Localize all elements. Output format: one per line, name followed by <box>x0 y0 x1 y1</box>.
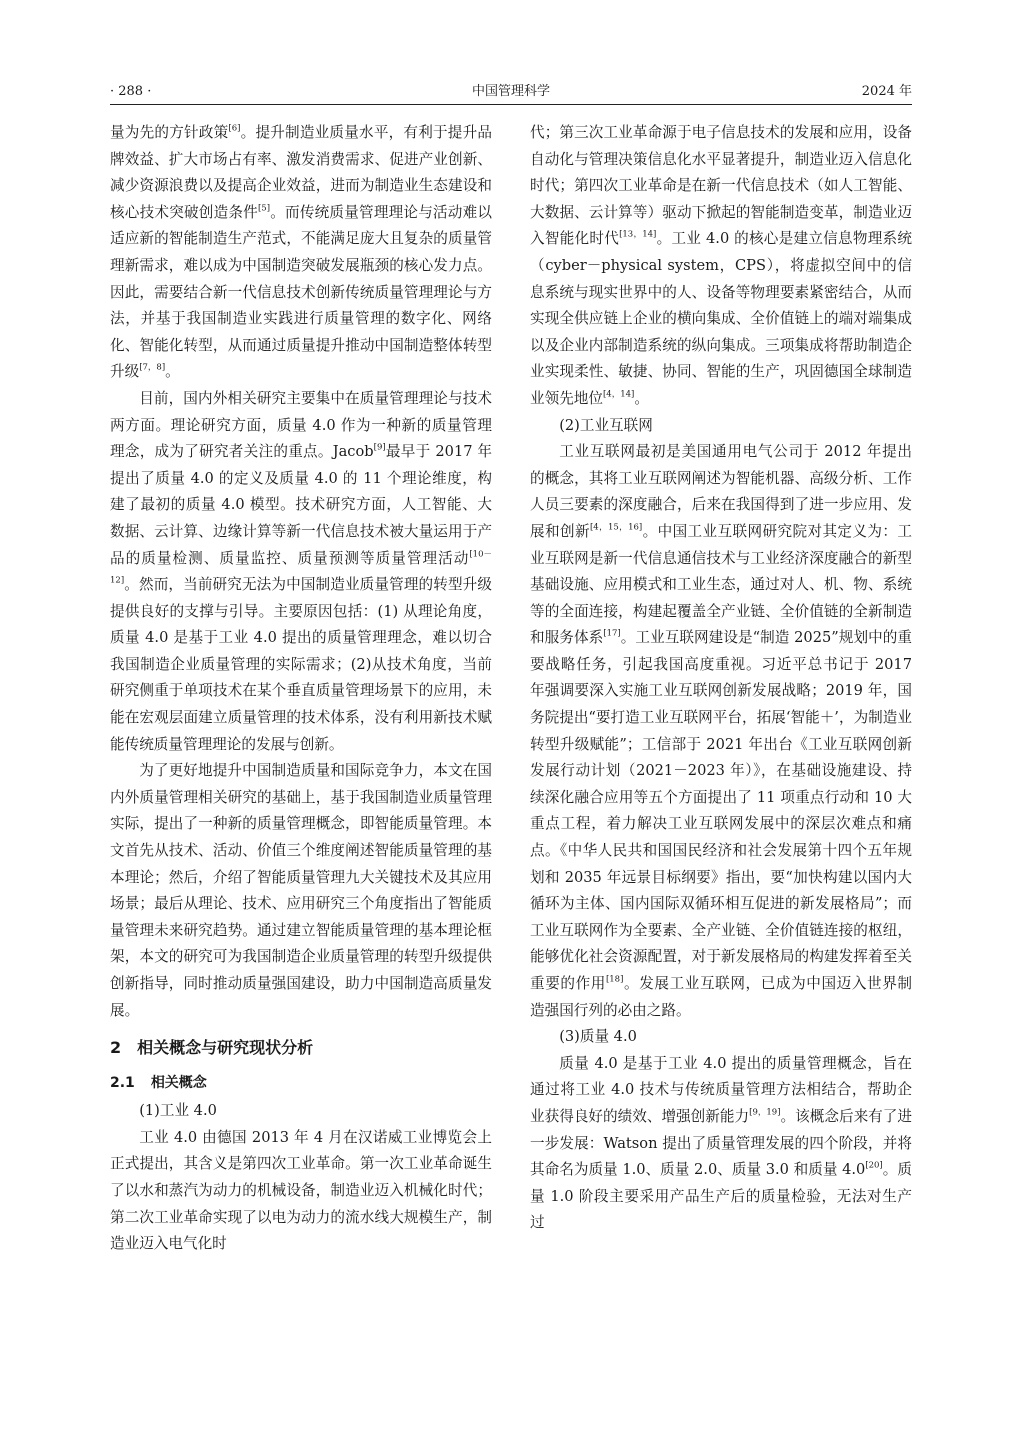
text-run: 。而传统质量管理理论与活动难以适应新的智能制造生产范式，不能满足庞大且复杂的质量管理新需求，难以成为中国制造突破发展瓶颈的核心发力点。因此，需要结合新一代信息技术创新传统质量管理理论与方法，并基于我国制造业实践进行质量管理的数字化、网络化、智能化转型，从而通过质量提升推动中国制造整体转型升级 <box>110 203 492 381</box>
text-run: 。该概念后来有了进一步发展：Watson 提出了质量管理发展的四个阶段，并将其命名为质量 1.0、质量 2.0、质量 3.0 和质量 4.0 <box>530 1107 912 1179</box>
running-header <box>110 82 912 105</box>
subsection-number: 2.1 <box>110 1075 135 1092</box>
text-run: 工业互联网最初是美国通用电气公司于 2012 年提出的概念，其将工业互联网阐述为智能机器、高级分析、工作人员三要素的深度融合，后来在我国得到了进一步应用、发展和创新 <box>530 443 912 540</box>
section-title: 相关概念与研究现状分析 <box>137 1038 314 1058</box>
citation: [7，8] <box>139 362 166 373</box>
citation: [9] <box>373 442 386 453</box>
citation: [20] <box>865 1160 883 1171</box>
text-run: 。中国工业互联网研究院对其定义为：工业互联网是新一代信息通信技术与工业经济深度融合的新型基础设施、应用模式和工业生态，通过对人、机、物、系统等的全面连接，构建起覆盖全产业链、全价值链的全新制造和服务体系 <box>530 522 912 647</box>
text-run: 。工业互联网建设是“制造 2025”规划中的重要战略任务，引起我国高度重视。习近平总书记于 2017 年强调要深入实施工业互联网创新发展战略；2019 年，国务院提出“要打造工业互联网平台，拓展‘智能＋’，为制造业转型升级赋能”；工信部于 2021 年出台《工业互联网创新发展行动计划（2021－2023 年）》，在基础设施建设、持续深化融合应用等五个方面提出了 11 项重点行动和 10 大重点工程，着力解决工业互联网发展中的深层次难点和痛点。《中华人民共和国国民经济和社会发展第十四个五年规划和 2035 年远景目标纲要》指出，要“加快构建以国内大循环为主体、国内国际双循环相互促进的新发展格局”；而工业互联网作为全要素、全产业链、全价值链连接的枢纽，能够优化社会资源配置，对于新发展格局的构建发挥着至关重要的作用 <box>530 629 912 992</box>
citation: [13，14] <box>619 230 657 240</box>
citation: [4，14] <box>602 389 635 400</box>
paragraph: 为了更好地提升中国制造质量和国际竞争力，本文在国内外质量管理相关研究的基础上，基于我国制造业质量管理实际，提出了一种新的质量管理概念，即智能质量管理。本文首先从技术、活动、价值三个维度阐述智能质量管理的基本理论；然后，介绍了智能质量管理九大关键技术及其应用场景；最后从理论、技术、应用研究三个角度指出了智能质量管理未来研究趋势。通过建立智能质量管理的基本理论框架，本文的研究可为我国制造企业质量管理的转型升级提供创新指导，同时推动质量强国建设，助力中国制造高质量发展。 <box>110 762 492 1019</box>
text-run: 。提升制造业质量水平，有利于提升品牌效益、扩大市场占有率、激发消费需求、促进产业创新、减少资源浪费以及提高企业效益，进而为制造业生态建设和核心技术突破创造条件 <box>110 124 492 221</box>
text-run: 。质量 1.0 阶段主要采用产品生产后的质量检验，无法对生产过 <box>530 1161 912 1232</box>
page-number: · 288 · <box>110 84 152 99</box>
left-column <box>110 120 492 1258</box>
citation: [6] <box>228 123 241 134</box>
paragraph <box>530 439 912 1024</box>
section-number: 2 <box>110 1038 122 1058</box>
text-run: 量为先的方针政策 <box>110 124 229 141</box>
paragraph <box>110 120 492 386</box>
paragraph <box>110 386 492 758</box>
item-heading: (3)质量 4.0 <box>559 1028 637 1046</box>
right-column <box>530 120 912 1237</box>
text-run: 。 <box>634 389 649 407</box>
paragraph: 工业 4.0 由德国 2013 年 4 月在汉诺威工业博览会上正式提出，其含义是第四次工业革命。第一次工业革命诞生了以水和蒸汽为动力的机械设备，制造业迈入机械化时代；第二次工业革命实现了以电为动力的流水线大规模生产，制造业迈入电气化时 <box>110 1128 492 1253</box>
subsection-heading <box>110 1068 492 1098</box>
text-run: 。然而，当前研究无法为中国制造业质量管理的转型升级提供良好的支撑与引导。主要原因包括：(1) 从理论角度，质量 4.0 是基于工业 4.0 提出的质量管理理念，难以切合我国制造企业质量管理的实际需求；(2)从技术角度，当前研究侧重于单项技术在某个垂直质量管理场景下的应用，未能在宏观层面建立质量管理的技术体系，没有利用新技术赋能传统质量管理理论的发展与创新。 <box>110 576 492 753</box>
text-run: 。 <box>165 363 180 381</box>
citation: [17] <box>603 628 621 639</box>
text-run: 目前，国内外相关研究主要集中在质量管理理论与技术两方面。理论研究方面，质量 4.0 作为一种新的质量管理理念，成为了研究者关注的重点。Jacob <box>110 389 492 461</box>
item-heading: (1)工业 4.0 <box>139 1102 217 1120</box>
publication-year: 2024 年 <box>861 84 912 99</box>
text-run: 质量 4.0 是基于工业 4.0 提出的质量管理概念，旨在通过将工业 4.0 技术与传统质量管理方法相结合，帮助企业获得良好的绩效、增强创新能力 <box>530 1054 912 1125</box>
section-heading <box>110 1028 492 1068</box>
paragraph <box>530 120 912 413</box>
text-run: 。工业 4.0 的核心是建立信息物理系统（cyber－physical system，CPS），将虚拟空间中的信息系统与现实世界中的人、设备等物理要素紧密结合，从而实现全供应链上企业的横向集成、全价值链上的端对端集成以及企业内部制造系统的纵向集成。三项集成将帮助制造企业实现柔性、敏捷、协同、智能的生产，巩固德国全球制造业领先地位 <box>530 230 912 407</box>
subsection-title: 相关概念 <box>150 1075 207 1092</box>
citation: [18] <box>605 974 624 985</box>
citation: [5] <box>257 203 271 214</box>
citation: [9，19] <box>749 1107 781 1118</box>
text-run: 最早于 2017 年提出了质量 4.0 的定义及质量 4.0 的 11 个理论维度，构建了最初的质量 4.0 模型。技术研究方面，人工智能、大数据、云计算、边缘计算等新一代信息技术被大量运用于产品的质量检测、质量监控、质量预测等质量管理活动 <box>110 443 493 567</box>
text-run: 。发展工业互联网，已成为中国迈入世界制造强国行列的必由之路。 <box>530 975 912 1019</box>
citation: [4，15，16] <box>589 522 643 533</box>
journal-name: 中国管理科学 <box>471 84 550 99</box>
paragraph <box>530 1051 912 1237</box>
item-heading: (2)工业互联网 <box>559 416 653 434</box>
citation: [10－12] <box>110 549 492 586</box>
text-run: 代；第三次工业革命源于电子信息技术的发展和应用，设备自动化与管理决策信息化水平显著提升，制造业迈入信息化时代；第四次工业革命是在新一代信息技术（如人工智能、大数据、云计算等）驱动下掀起的智能制造变革，制造业迈入智能化时代 <box>530 124 912 248</box>
